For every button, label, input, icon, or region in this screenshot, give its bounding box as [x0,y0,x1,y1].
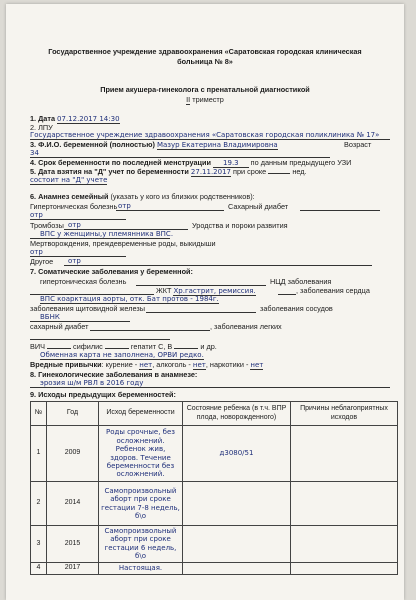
cell-child [183,482,291,526]
field-registration-value: 27.11.2017 [190,168,231,176]
table-row [31,482,398,526]
family-stillbirth-value: отр [30,248,43,256]
cell-year: 2017 [47,562,99,574]
field-registration-label: 5. Дата взятия на "Д" учет по беременности [30,167,189,176]
table-row [31,426,398,482]
somatic-thyroid-line [146,312,256,313]
family-thrombosis-value: отр [68,221,81,229]
cell-num: 4 [31,562,47,574]
habits-smoking-label: : курение - [101,360,138,369]
page-title: Прием акушера-гинеколога с пренатальной диагностикой [100,85,310,94]
cell-year: 2014 [47,482,99,526]
family-malformations-label: Уродства и пороки развития [192,221,288,230]
col-header-outcome: Исход беременности [99,402,183,426]
family-stillbirth-label: Мертворождения, преждевременные роды, выкидыши [30,239,216,248]
field-term-value: 19.3 [213,159,249,168]
family-diabetes-line2 [30,219,126,220]
family-thrombosis-label: Тромбозы [30,221,64,230]
somatic-infections [30,342,217,351]
family-hypertension-line [116,210,224,211]
cell-outcome: Самопроизвольный аборт при сроке гестации 7-8 недель, б\о [99,482,183,526]
family-other-line [64,265,372,266]
family-hypertension-label: Гипертоническая болезнь [30,202,118,211]
family-other-value: отр [68,257,81,265]
col-header-year: Год [47,402,99,426]
field-date-value: 07.12.2017 14:30 [57,115,120,123]
family-other-label: Другое [30,257,54,266]
somatic-hiv-label: ВИЧ [30,342,45,351]
somatic-hepatitis-label: гепатит С, В [130,342,173,351]
somatic-diabetes-label: сахарный диабет [30,322,89,331]
somatic-vessels-label: заболевания сосудов [260,304,333,313]
cell-causes [291,426,398,482]
somatic-gi-value: Хр.гастрит, ремиссия. [173,287,256,295]
field-registration-suffix: нед. [292,167,307,176]
somatic-heart-label: , заболевания сердца [296,286,370,295]
trimester [6,95,404,104]
somatic-heart-value-text: ВПС коарктация аорты, отк. Бат протов - 1984г. [40,295,219,303]
trimester-label: триместр [190,95,224,104]
cell-child [183,526,291,563]
cell-outcome: Роды срочные, без осложнений. Ребенок жив, здоров. Течение беременности без осложнений. [99,426,183,482]
field-lpu-label: 2. ЛПУ [30,123,53,132]
field-registration-blank [268,173,290,174]
gyn-heading: 8. Гинекологические заболевания в анамнезе: [30,370,198,379]
family-heading-note: (указать у кого из близких родственников): [108,192,255,201]
field-term-suffix: по данным предыдущего УЗИ [250,158,352,167]
field-age-label: Возраст [344,140,372,149]
cell-outcome: Самопроизвольный аборт при сроке гестации 6 недель, б\о [99,526,183,563]
cell-causes [291,526,398,563]
habits-drugs-value: нет [250,361,264,369]
habits-label: Вредные привычки [30,360,102,369]
somatic-gi-label: ЖКТ [156,286,172,295]
somatic-syphilis-blank [105,348,129,349]
somatic-gi-line2 [278,294,296,295]
somatic-lungs-line [30,339,170,340]
somatic-diabetes-line [90,330,210,331]
habits-drugs-label: , наркотики - [205,360,249,369]
col-header-causes: Причины неблагоприятных исходов [291,402,398,426]
document-page [6,4,404,600]
cell-child: д3080/51 [183,426,291,482]
cell-causes [291,482,398,526]
pregnancy-history-table [30,401,398,575]
table-row [31,562,398,574]
family-diabetes-line [300,210,380,211]
family-diabetes-value: отр [30,211,43,219]
cell-causes [291,562,398,574]
table-row [31,526,398,563]
field-fio-label: 3. Ф.И.О. беременной (полностью) [30,140,155,149]
somatic-hypertension-label: гипертоническая болезнь [40,277,127,286]
somatic-etc-label: и др. [200,342,217,351]
family-malformations-value: ВПС у женщины,у племянника ВПС. [40,230,174,238]
field-term-label: 4. Срок беременности по последней менструации [30,158,211,167]
trimester-number: II [186,95,191,104]
cell-year: 2015 [47,526,99,563]
family-hypertension-value: отр [118,202,131,210]
somatic-heart-value [40,295,219,304]
habits-alcohol-label: , алкоголь - [152,360,191,369]
somatic-heading: 7. Соматические заболевания у беременной: [30,267,193,276]
history-heading: 9. Исходы предыдущих беременностей: [30,390,176,399]
somatic-vessels-value: ВБНК [40,313,60,321]
field-fio [30,140,278,150]
cell-num: 3 [31,526,47,563]
org-name-line2: больница № 8» [177,57,233,66]
somatic-hepatitis-blank [174,348,198,349]
cell-outcome: Настоящая. [99,562,183,574]
field-date-label: 1. Дата [30,114,56,123]
somatic-hiv-blank [47,348,71,349]
col-header-child: Состояние ребенка (в т.ч. ВПР плода, новорожденного) [183,402,291,426]
cell-year: 2009 [47,426,99,482]
cell-num: 1 [31,426,47,482]
field-fio-value: Мазур Екатерина Владимировна [156,141,278,149]
field-age-value: 34 [30,149,39,157]
habits-line [30,360,263,370]
table-header-row [31,402,398,426]
somatic-thyroid-label: заболевания щитовидной железы [30,304,145,313]
gyn-underline [30,387,390,388]
somatic-exchange-card [40,351,204,360]
col-header-num: № [31,402,47,426]
family-diabetes-label: Сахарный диабет [228,202,289,211]
field-lpu-value: Государственное учреждение здравоохранения «Саратовская городская поликлиника № 17» [30,131,380,139]
somatic-syphilis-label: сифилис [73,342,103,351]
field-registration-extra [30,176,107,185]
field-registration-mid: при сроке [233,167,267,176]
family-heading [30,192,255,201]
somatic-nervous-label: НЦД заболевания [270,277,332,286]
gyn-value: эрозия ш/м РВЛ в 2016 году [40,379,144,387]
org-name-line1: Государственное учреждение здравоохранения «Саратовская городская клиническая [48,47,362,56]
habits-alcohol-value: нет [192,361,206,369]
cell-num: 2 [31,482,47,526]
family-heading-title: 6. Анамнез семейный [30,192,109,201]
cell-child [183,562,291,574]
somatic-lungs-label: , заболевания легких [210,322,282,331]
field-registration-extra-text: состоит на "Д" учете [30,176,108,184]
habits-smoking-value: нет [139,361,153,369]
somatic-exchange-card-text: Обменная карта не заполнена, ОРВИ редко. [40,351,204,359]
